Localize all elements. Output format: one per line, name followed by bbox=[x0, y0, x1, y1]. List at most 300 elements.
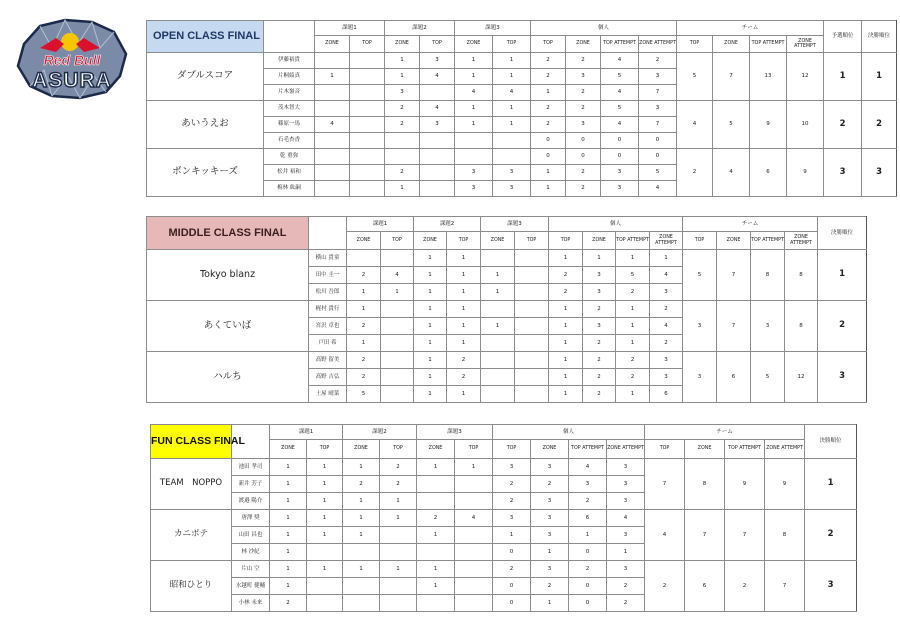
score-cell: 3 bbox=[583, 267, 616, 284]
score-cell: 2 bbox=[270, 595, 307, 612]
score-cell: 2 bbox=[385, 165, 420, 181]
score-cell bbox=[420, 181, 455, 197]
score-cell: 1 bbox=[414, 386, 447, 403]
table-row bbox=[147, 53, 897, 69]
score-cell: 6 bbox=[569, 510, 607, 527]
score-cell bbox=[515, 318, 549, 335]
score-cell: 3 bbox=[493, 165, 531, 181]
final-rank: 3 bbox=[818, 352, 867, 403]
team-name: 昭和ひとり bbox=[151, 561, 232, 612]
team-score-cell: 12 bbox=[785, 352, 818, 403]
score-cell: 4 bbox=[650, 318, 683, 335]
fun-team-zone-attempt-header: ZONE ATTEMPT bbox=[765, 440, 805, 459]
member-name: 水越町 健輔 bbox=[232, 578, 270, 595]
score-cell: 2 bbox=[607, 578, 645, 595]
score-cell: 1 bbox=[343, 527, 380, 544]
score-cell: 1 bbox=[447, 318, 481, 335]
score-cell bbox=[420, 85, 455, 101]
score-cell: 1 bbox=[380, 493, 417, 510]
score-cell: 3 bbox=[639, 101, 677, 117]
member-name: 乾 重弥 bbox=[264, 149, 315, 165]
score-cell: 1 bbox=[385, 69, 420, 85]
score-cell: 3 bbox=[566, 117, 601, 133]
score-cell: 4 bbox=[601, 53, 639, 69]
middle-ind-zone-attempt-header: ZONE ATTEMPT bbox=[650, 232, 683, 250]
middle-task2-header: 課題2 bbox=[414, 217, 481, 232]
score-cell: 2 bbox=[650, 301, 683, 318]
open-task3-header: 課題3 bbox=[455, 21, 531, 36]
score-cell bbox=[307, 595, 343, 612]
score-cell: 0 bbox=[566, 133, 601, 149]
score-cell: 3 bbox=[385, 85, 420, 101]
score-cell bbox=[350, 149, 385, 165]
score-cell: 1 bbox=[270, 578, 307, 595]
score-cell: 1 bbox=[307, 476, 343, 493]
table-row bbox=[147, 352, 867, 369]
member-name: 片山 空 bbox=[232, 561, 270, 578]
score-cell bbox=[481, 250, 515, 267]
team-score-cell: 7 bbox=[725, 510, 765, 561]
score-cell bbox=[350, 85, 385, 101]
score-cell: 2 bbox=[447, 352, 481, 369]
score-cell: 1 bbox=[447, 335, 481, 352]
score-cell: 3 bbox=[607, 561, 645, 578]
score-cell: 3 bbox=[650, 369, 683, 386]
score-cell: 1 bbox=[549, 352, 583, 369]
score-cell: 1 bbox=[455, 101, 493, 117]
score-cell: 3 bbox=[650, 284, 683, 301]
final-rank: 1 bbox=[818, 250, 867, 301]
score-cell bbox=[350, 133, 385, 149]
score-cell: 2 bbox=[569, 493, 607, 510]
team-score-cell: 5 bbox=[713, 101, 750, 149]
score-cell bbox=[343, 544, 380, 561]
member-name: 梅林 紘嗣 bbox=[264, 181, 315, 197]
score-cell: 1 bbox=[531, 85, 566, 101]
score-cell: 3 bbox=[607, 527, 645, 544]
score-cell: 0 bbox=[569, 544, 607, 561]
member-name: 松川 吾郎 bbox=[309, 284, 347, 301]
score-cell: 1 bbox=[549, 250, 583, 267]
open-team-top-header: TOP bbox=[677, 36, 713, 53]
logo-redbull-text: Red Bull bbox=[43, 52, 101, 68]
score-cell: 2 bbox=[385, 101, 420, 117]
open-task1-header: 課題1 bbox=[315, 21, 385, 36]
open-team-header: チーム bbox=[677, 21, 824, 36]
fun-t2-zone-header: ZONE bbox=[343, 440, 380, 459]
score-cell: 1 bbox=[414, 352, 447, 369]
middle-ind-top-attempt-header: TOP ATTEMPT bbox=[616, 232, 650, 250]
score-cell: 3 bbox=[531, 493, 569, 510]
score-cell bbox=[493, 149, 531, 165]
score-cell: 1 bbox=[343, 561, 380, 578]
score-cell: 1 bbox=[347, 284, 381, 301]
score-cell: 3 bbox=[583, 284, 616, 301]
score-cell bbox=[455, 133, 493, 149]
score-cell: 3 bbox=[566, 69, 601, 85]
score-cell: 3 bbox=[420, 117, 455, 133]
team-score-cell: 5 bbox=[677, 53, 713, 101]
score-cell: 2 bbox=[343, 476, 380, 493]
score-cell: 2 bbox=[616, 352, 650, 369]
score-cell: 1 bbox=[270, 459, 307, 476]
score-cell bbox=[350, 181, 385, 197]
score-cell: 2 bbox=[583, 386, 616, 403]
score-cell: 1 bbox=[347, 335, 381, 352]
score-cell: 1 bbox=[455, 117, 493, 133]
score-cell: 0 bbox=[566, 149, 601, 165]
fun-task2-header: 課題2 bbox=[343, 425, 417, 440]
score-cell: 1 bbox=[380, 561, 417, 578]
open-t3-top-header: TOP bbox=[493, 36, 531, 53]
score-cell bbox=[481, 369, 515, 386]
score-cell: 1 bbox=[616, 250, 650, 267]
score-cell: 4 bbox=[601, 117, 639, 133]
score-cell: 2 bbox=[493, 493, 531, 510]
score-cell: 0 bbox=[493, 578, 531, 595]
score-cell: 1 bbox=[607, 544, 645, 561]
team-score-cell: 5 bbox=[683, 250, 717, 301]
fun-ind-top-attempt-header: TOP ATTEMPT bbox=[569, 440, 607, 459]
fun-ind-top-header: TOP bbox=[493, 440, 531, 459]
score-cell bbox=[315, 53, 350, 69]
score-cell: 1 bbox=[549, 369, 583, 386]
score-cell: 2 bbox=[650, 335, 683, 352]
score-cell: 1 bbox=[414, 284, 447, 301]
score-cell: 0 bbox=[601, 149, 639, 165]
score-cell: 3 bbox=[607, 459, 645, 476]
score-cell: 2 bbox=[607, 595, 645, 612]
table-row bbox=[147, 301, 867, 318]
team-score-cell: 8 bbox=[751, 250, 785, 301]
score-cell: 2 bbox=[493, 476, 531, 493]
team-name: カニポテ bbox=[151, 510, 232, 561]
score-cell bbox=[455, 595, 493, 612]
member-name: 土屋 晴菜 bbox=[309, 386, 347, 403]
score-cell: 3 bbox=[650, 352, 683, 369]
open-ind-zone-header: ZONE bbox=[566, 36, 601, 53]
fun-individual-header: 個人 bbox=[493, 425, 645, 440]
member-name: 唐澤 奨 bbox=[232, 510, 270, 527]
table-row bbox=[151, 561, 857, 578]
score-cell: 1 bbox=[616, 318, 650, 335]
open-t2-top-header: TOP bbox=[420, 36, 455, 53]
table-row bbox=[147, 250, 867, 267]
score-cell: 1 bbox=[493, 69, 531, 85]
score-cell: 4 bbox=[569, 459, 607, 476]
score-cell bbox=[455, 476, 493, 493]
open-team-top-attempt-header: TOP ATTEMPT bbox=[750, 36, 787, 53]
team-name: あいうえお bbox=[147, 101, 264, 149]
team-score-cell: 4 bbox=[677, 101, 713, 149]
score-cell: 1 bbox=[447, 267, 481, 284]
score-cell: 1 bbox=[417, 527, 455, 544]
score-cell: 1 bbox=[270, 510, 307, 527]
score-cell bbox=[417, 476, 455, 493]
score-cell bbox=[307, 578, 343, 595]
score-cell bbox=[381, 352, 414, 369]
final-rank: 2 bbox=[818, 301, 867, 352]
score-cell: 1 bbox=[343, 510, 380, 527]
member-name: 茂木智大 bbox=[264, 101, 315, 117]
score-cell bbox=[315, 149, 350, 165]
score-cell bbox=[315, 133, 350, 149]
score-cell: 1 bbox=[549, 318, 583, 335]
score-cell: 0 bbox=[601, 133, 639, 149]
score-cell: 1 bbox=[270, 527, 307, 544]
team-score-cell: 10 bbox=[787, 101, 824, 149]
score-cell bbox=[455, 561, 493, 578]
score-cell: 3 bbox=[601, 181, 639, 197]
score-cell bbox=[343, 578, 380, 595]
score-cell bbox=[350, 165, 385, 181]
score-cell: 3 bbox=[455, 165, 493, 181]
team-name: ハルち bbox=[147, 352, 309, 403]
member-name: 新井 芳子 bbox=[232, 476, 270, 493]
team-score-cell: 8 bbox=[785, 301, 818, 352]
score-cell: 2 bbox=[531, 69, 566, 85]
score-cell: 3 bbox=[601, 165, 639, 181]
score-cell bbox=[455, 527, 493, 544]
score-cell: 2 bbox=[566, 101, 601, 117]
score-cell: 1 bbox=[417, 561, 455, 578]
score-cell: 1 bbox=[315, 69, 350, 85]
score-cell: 1 bbox=[493, 117, 531, 133]
team-name: TEAM NOPPO bbox=[151, 459, 232, 510]
score-cell: 1 bbox=[270, 476, 307, 493]
member-name: 石毛杏香 bbox=[264, 133, 315, 149]
score-cell: 1 bbox=[583, 250, 616, 267]
score-cell: 3 bbox=[639, 69, 677, 85]
score-cell: 3 bbox=[455, 181, 493, 197]
score-cell bbox=[420, 165, 455, 181]
score-cell: 2 bbox=[549, 267, 583, 284]
member-name: 山田 昌也 bbox=[232, 527, 270, 544]
member-name: 高野 吉弘 bbox=[309, 369, 347, 386]
score-cell: 2 bbox=[566, 181, 601, 197]
member-name: 小林 未来 bbox=[232, 595, 270, 612]
fun-team-header: チーム bbox=[645, 425, 805, 440]
middle-individual-header: 個人 bbox=[549, 217, 683, 232]
score-cell bbox=[350, 117, 385, 133]
middle-task3-header: 課題3 bbox=[481, 217, 549, 232]
fun-team-zone-header: ZONE bbox=[685, 440, 725, 459]
middle-t3-top-header: TOP bbox=[515, 232, 549, 250]
prelim-rank: 2 bbox=[824, 101, 862, 149]
middle-member-header bbox=[309, 217, 347, 250]
score-cell bbox=[515, 386, 549, 403]
team-score-cell: 9 bbox=[787, 149, 824, 197]
score-cell: 1 bbox=[414, 335, 447, 352]
score-cell: 1 bbox=[385, 53, 420, 69]
fun-t3-top-header: TOP bbox=[455, 440, 493, 459]
score-cell: 3 bbox=[493, 181, 531, 197]
score-cell bbox=[481, 335, 515, 352]
team-score-cell: 3 bbox=[751, 301, 785, 352]
score-cell bbox=[381, 335, 414, 352]
score-cell: 1 bbox=[455, 69, 493, 85]
score-cell: 7 bbox=[639, 85, 677, 101]
member-name: 伊藤裕貴 bbox=[264, 53, 315, 69]
score-cell bbox=[381, 369, 414, 386]
score-cell bbox=[380, 595, 417, 612]
member-name: 高野 留美 bbox=[309, 352, 347, 369]
score-cell: 1 bbox=[270, 561, 307, 578]
score-cell: 2 bbox=[566, 53, 601, 69]
score-cell: 4 bbox=[381, 267, 414, 284]
score-cell: 5 bbox=[601, 101, 639, 117]
score-cell: 2 bbox=[531, 578, 569, 595]
score-cell: 5 bbox=[616, 267, 650, 284]
score-cell bbox=[343, 595, 380, 612]
member-name: 池田 孝司 bbox=[232, 459, 270, 476]
score-cell: 1 bbox=[447, 386, 481, 403]
middle-ind-top-header: TOP bbox=[549, 232, 583, 250]
member-name: 松井 裕和 bbox=[264, 165, 315, 181]
team-score-cell: 9 bbox=[765, 459, 805, 510]
score-cell: 4 bbox=[607, 510, 645, 527]
score-cell: 2 bbox=[347, 267, 381, 284]
team-score-cell: 7 bbox=[645, 459, 685, 510]
score-cell: 0 bbox=[493, 595, 531, 612]
member-name: 田中 圭一 bbox=[309, 267, 347, 284]
team-score-cell: 8 bbox=[685, 459, 725, 510]
score-cell: 0 bbox=[569, 578, 607, 595]
score-cell: 3 bbox=[607, 476, 645, 493]
member-name: 梶村 貴行 bbox=[309, 301, 347, 318]
score-cell bbox=[515, 335, 549, 352]
score-cell bbox=[315, 101, 350, 117]
middle-team-top-attempt-header: TOP ATTEMPT bbox=[751, 232, 785, 250]
score-cell: 6 bbox=[650, 386, 683, 403]
team-score-cell: 5 bbox=[751, 352, 785, 403]
score-cell: 1 bbox=[481, 318, 515, 335]
fun-class-table bbox=[150, 424, 857, 612]
score-cell: 2 bbox=[417, 510, 455, 527]
fun-t1-top-header: TOP bbox=[307, 440, 343, 459]
team-score-cell: 2 bbox=[677, 149, 713, 197]
member-name: 林 沙紀 bbox=[232, 544, 270, 561]
middle-task1-header: 課題1 bbox=[347, 217, 414, 232]
score-cell bbox=[455, 544, 493, 561]
score-cell: 4 bbox=[420, 101, 455, 117]
score-cell: 1 bbox=[531, 544, 569, 561]
open-t1-top-header: TOP bbox=[350, 36, 385, 53]
team-name: Tokyo blanz bbox=[147, 250, 309, 301]
fun-ind-zone-attempt-header: ZONE ATTEMPT bbox=[607, 440, 645, 459]
score-cell: 1 bbox=[270, 493, 307, 510]
open-t2-zone-header: ZONE bbox=[385, 36, 420, 53]
member-name: 片桐綾真 bbox=[264, 69, 315, 85]
fun-team-top-header: TOP bbox=[645, 440, 685, 459]
score-cell: 2 bbox=[380, 459, 417, 476]
score-cell: 2 bbox=[347, 352, 381, 369]
score-cell: 2 bbox=[385, 117, 420, 133]
score-cell: 3 bbox=[531, 527, 569, 544]
score-cell bbox=[515, 369, 549, 386]
score-cell: 1 bbox=[569, 527, 607, 544]
score-cell: 2 bbox=[583, 369, 616, 386]
score-cell: 2 bbox=[583, 352, 616, 369]
red-bull-asura-logo bbox=[10, 14, 130, 104]
middle-t1-top-header: TOP bbox=[381, 232, 414, 250]
middle-t1-zone-header: ZONE bbox=[347, 232, 381, 250]
score-cell: 2 bbox=[616, 284, 650, 301]
middle-final-rank-header: 決勝順位 bbox=[818, 217, 867, 250]
open-ind-zone-attempt-header: ZONE ATTEMPT bbox=[639, 36, 677, 53]
score-cell: 1 bbox=[343, 493, 380, 510]
score-cell: 3 bbox=[569, 476, 607, 493]
score-cell: 3 bbox=[493, 459, 531, 476]
open-task2-header: 課題2 bbox=[385, 21, 455, 36]
open-class-table bbox=[146, 20, 897, 197]
open-class-title: OPEN CLASS FINAL bbox=[147, 21, 264, 53]
score-cell bbox=[455, 493, 493, 510]
score-cell: 1 bbox=[616, 301, 650, 318]
fun-class-title: FUN CLASS FINAL bbox=[151, 425, 232, 459]
table-row bbox=[151, 510, 857, 527]
open-team-zone-header: ZONE bbox=[713, 36, 750, 53]
score-cell: 1 bbox=[307, 459, 343, 476]
score-cell: 2 bbox=[347, 369, 381, 386]
score-cell: 0 bbox=[639, 149, 677, 165]
fun-team-top-attempt-header: TOP ATTEMPT bbox=[725, 440, 765, 459]
score-cell bbox=[515, 250, 549, 267]
middle-team-zone-header: ZONE bbox=[717, 232, 751, 250]
open-member-header bbox=[264, 21, 315, 53]
team-score-cell: 4 bbox=[645, 510, 685, 561]
score-cell: 1 bbox=[549, 386, 583, 403]
score-cell: 1 bbox=[414, 250, 447, 267]
score-cell bbox=[417, 493, 455, 510]
score-cell: 1 bbox=[616, 386, 650, 403]
score-cell bbox=[385, 149, 420, 165]
score-cell: 5 bbox=[601, 69, 639, 85]
score-cell: 1 bbox=[347, 301, 381, 318]
score-cell: 4 bbox=[650, 267, 683, 284]
score-cell bbox=[481, 386, 515, 403]
score-cell bbox=[350, 101, 385, 117]
score-cell: 7 bbox=[639, 117, 677, 133]
team-score-cell: 3 bbox=[683, 301, 717, 352]
final-rank: 1 bbox=[805, 459, 857, 510]
score-cell: 1 bbox=[493, 101, 531, 117]
team-score-cell: 4 bbox=[713, 149, 750, 197]
open-final-rank-header: 決勝順位 bbox=[862, 21, 897, 53]
score-cell: 4 bbox=[315, 117, 350, 133]
open-prelim-rank-header: 予選順位 bbox=[824, 21, 862, 53]
team-score-cell: 6 bbox=[717, 352, 751, 403]
score-cell: 1 bbox=[343, 459, 380, 476]
score-cell: 4 bbox=[493, 85, 531, 101]
score-cell: 0 bbox=[531, 133, 566, 149]
fun-t3-zone-header: ZONE bbox=[417, 440, 455, 459]
score-cell: 3 bbox=[493, 510, 531, 527]
score-cell: 3 bbox=[607, 493, 645, 510]
final-rank: 3 bbox=[862, 149, 897, 197]
score-cell: 1 bbox=[307, 510, 343, 527]
middle-class-table bbox=[146, 216, 867, 403]
score-cell: 1 bbox=[650, 250, 683, 267]
score-cell: 5 bbox=[639, 165, 677, 181]
score-cell bbox=[515, 301, 549, 318]
score-cell: 2 bbox=[493, 561, 531, 578]
score-cell: 4 bbox=[420, 69, 455, 85]
team-score-cell: 2 bbox=[725, 561, 765, 612]
score-cell: 3 bbox=[531, 459, 569, 476]
score-cell: 1 bbox=[455, 459, 493, 476]
team-score-cell: 13 bbox=[750, 53, 787, 101]
